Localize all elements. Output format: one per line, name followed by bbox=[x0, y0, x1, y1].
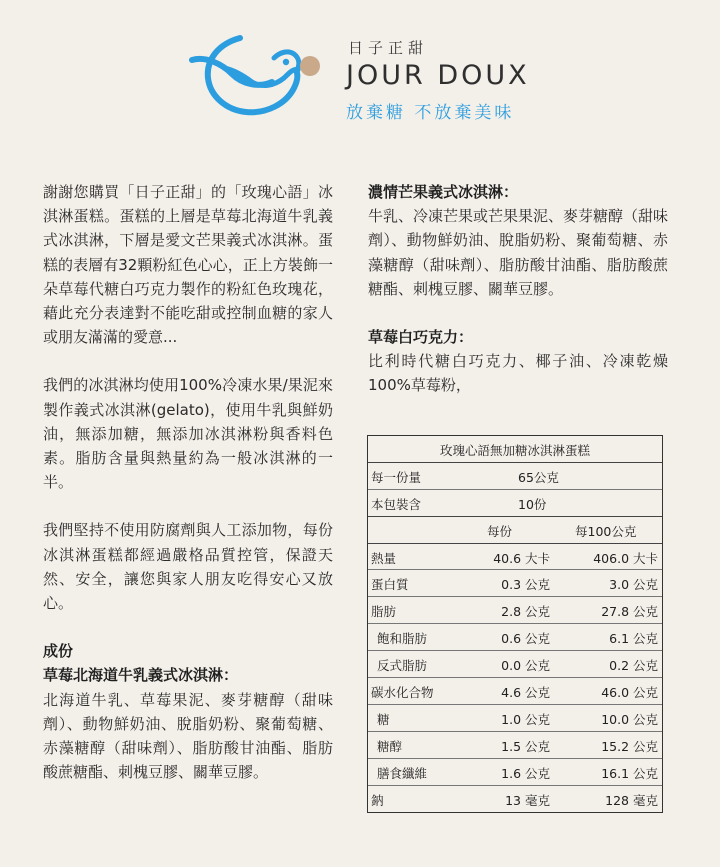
column-header-row bbox=[368, 517, 662, 544]
brand-name-cn: 日子正甜 bbox=[348, 39, 429, 57]
serving-size-value: 65公克 bbox=[518, 469, 559, 485]
nutrient-per-100g: 15.2 公克 bbox=[601, 738, 658, 754]
nutrient-per-100g: 0.2 公克 bbox=[609, 658, 658, 674]
ingredient-title-strawberry: 草莓北海道牛乳義式冰淇淋： bbox=[43, 666, 239, 685]
nutrient-row bbox=[368, 544, 662, 571]
right-column bbox=[368, 180, 668, 398]
nutrient-row bbox=[368, 624, 662, 651]
nutrient-per-100g: 6.1 公克 bbox=[609, 631, 658, 647]
nutrient-row bbox=[368, 786, 662, 813]
nutrient-per-serving: 1.6 公克 bbox=[501, 765, 550, 781]
servings-per-pack-value: 10份 bbox=[518, 496, 547, 512]
nutrient-per-100g: 16.1 公克 bbox=[601, 765, 658, 781]
ingredient-text-chocolate: 比利時代糖白巧克力、椰子油、冷凍乾燥100%草莓粉， bbox=[368, 352, 668, 395]
nutrient-name: 碳水化合物 bbox=[371, 685, 434, 701]
per-serving-header: 每份 bbox=[487, 523, 513, 539]
nutrient-name: 膳食纖維 bbox=[377, 765, 428, 781]
nutrient-per-serving: 1.0 公克 bbox=[501, 711, 550, 727]
servings-per-pack-row bbox=[368, 490, 662, 517]
nutrient-per-serving: 1.5 公克 bbox=[501, 738, 550, 754]
left-column bbox=[43, 180, 333, 784]
nutrient-per-100g: 27.8 公克 bbox=[601, 604, 658, 620]
nutrition-table bbox=[367, 435, 663, 813]
nutrient-per-serving: 40.6 大卡 bbox=[493, 550, 550, 566]
intro-paragraph-1: 謝謝您購買「日子正甜」的「玫瑰心語」冰淇淋蛋糕。蛋糕的上層是草莓北海道牛乳義式冰淇淋，下層是愛文芒果義式冰淇淋。蛋糕的表層有32顆粉紅色心心，正上方裝飾一朵草莓代糖白巧克力製作的粉紅色玫瑰花，藉此充分表達對不能吃甜或控制血糖的家人或朋友滿滿的愛意... bbox=[43, 183, 333, 347]
nutrition-title: 玫瑰心語無加糖冰淇淋蛋糕 bbox=[439, 443, 590, 458]
nutrient-per-100g: 3.0 公克 bbox=[609, 577, 658, 593]
nutrient-per-serving: 4.6 公克 bbox=[501, 685, 550, 701]
nutrient-per-serving: 0.6 公克 bbox=[501, 631, 550, 647]
nutrient-per-serving: 0.3 公克 bbox=[501, 577, 550, 593]
ingredient-title-mango: 濃情芒果義式冰淇淋： bbox=[368, 183, 519, 201]
nutrient-per-100g: 406.0 大卡 bbox=[593, 550, 658, 566]
nutrient-row bbox=[368, 759, 662, 786]
nutrient-name: 蛋白質 bbox=[371, 577, 409, 593]
bird-logo-icon bbox=[188, 30, 338, 126]
per-100g-header: 每100公克 bbox=[575, 523, 637, 539]
nutrient-name: 熱量 bbox=[371, 550, 397, 566]
nutrient-name: 糖醇 bbox=[377, 738, 403, 754]
nutrient-name: 反式脂肪 bbox=[377, 658, 428, 674]
serving-size-row bbox=[368, 463, 662, 490]
nutrition-title-row bbox=[368, 436, 662, 463]
nutrient-per-serving: 0.0 公克 bbox=[501, 658, 550, 674]
nutrient-name: 飽和脂肪 bbox=[377, 631, 428, 647]
brand-logo bbox=[188, 30, 548, 126]
nutrient-per-100g: 128 毫克 bbox=[605, 792, 658, 808]
brand-name-en: JOUR DOUX bbox=[346, 60, 530, 91]
serving-size-label: 每一份量 bbox=[371, 469, 422, 485]
ingredient-title-chocolate: 草莓白巧克力： bbox=[368, 328, 474, 347]
intro-paragraph-3: 我們堅持不使用防腐劑與人工添加物，每份冰淇淋蛋糕都經過嚴格品質控管，保證天然、安全，讓您與家人朋友吃得安心又放心。 bbox=[43, 521, 333, 613]
nutrient-row bbox=[368, 570, 662, 597]
ingredients-heading: 成份 bbox=[43, 642, 74, 661]
servings-per-pack-label: 本包裝含 bbox=[371, 496, 422, 512]
nutrient-row bbox=[368, 597, 662, 624]
nutrient-name: 鈉 bbox=[371, 792, 384, 808]
nutrient-row bbox=[368, 651, 662, 678]
nutrient-row bbox=[368, 732, 662, 759]
nutrient-per-100g: 10.0 公克 bbox=[601, 711, 658, 727]
nutrient-per-100g: 46.0 公克 bbox=[601, 685, 658, 701]
nutrient-row bbox=[368, 678, 662, 705]
nutrient-per-serving: 13 毫克 bbox=[505, 792, 550, 808]
intro-paragraph-2: 我們的冰淇淋均使用100%冷凍水果/果泥來製作義式冰淇淋(gelato)，使用牛乳與鮮奶油，無添加糖，無添加冰淇淋粉與香料色素。脂肪含量與熱量約為一般冰淇淋的一半。 bbox=[43, 376, 333, 492]
nutrient-name: 脂肪 bbox=[371, 604, 397, 620]
ingredient-text-strawberry: 北海道牛乳、草莓果泥、麥芽糖醇（甜味劑）、動物鮮奶油、脫脂奶粉、聚葡萄糖、赤藻糖醇（甜味劑）、脂肪酸甘油酯、脂肪酸蔗糖酯、刺槐豆膠、關華豆膠。 bbox=[43, 690, 333, 782]
nutrient-name: 糖 bbox=[377, 711, 390, 727]
nutrient-row bbox=[368, 705, 662, 732]
nutrient-per-serving: 2.8 公克 bbox=[501, 604, 550, 620]
ingredient-text-mango: 牛乳、冷凍芒果或芒果果泥、麥芽糖醇（甜味劑）、動物鮮奶油、脫脂奶粉、聚葡萄糖、赤藻糖醇（甜味劑）、脂肪酸甘油酯、脂肪酸蔗糖酯、刺槐豆膠、關華豆膠。 bbox=[368, 207, 669, 298]
brand-slogan: 放棄糖 不放棄美味 bbox=[346, 103, 515, 123]
